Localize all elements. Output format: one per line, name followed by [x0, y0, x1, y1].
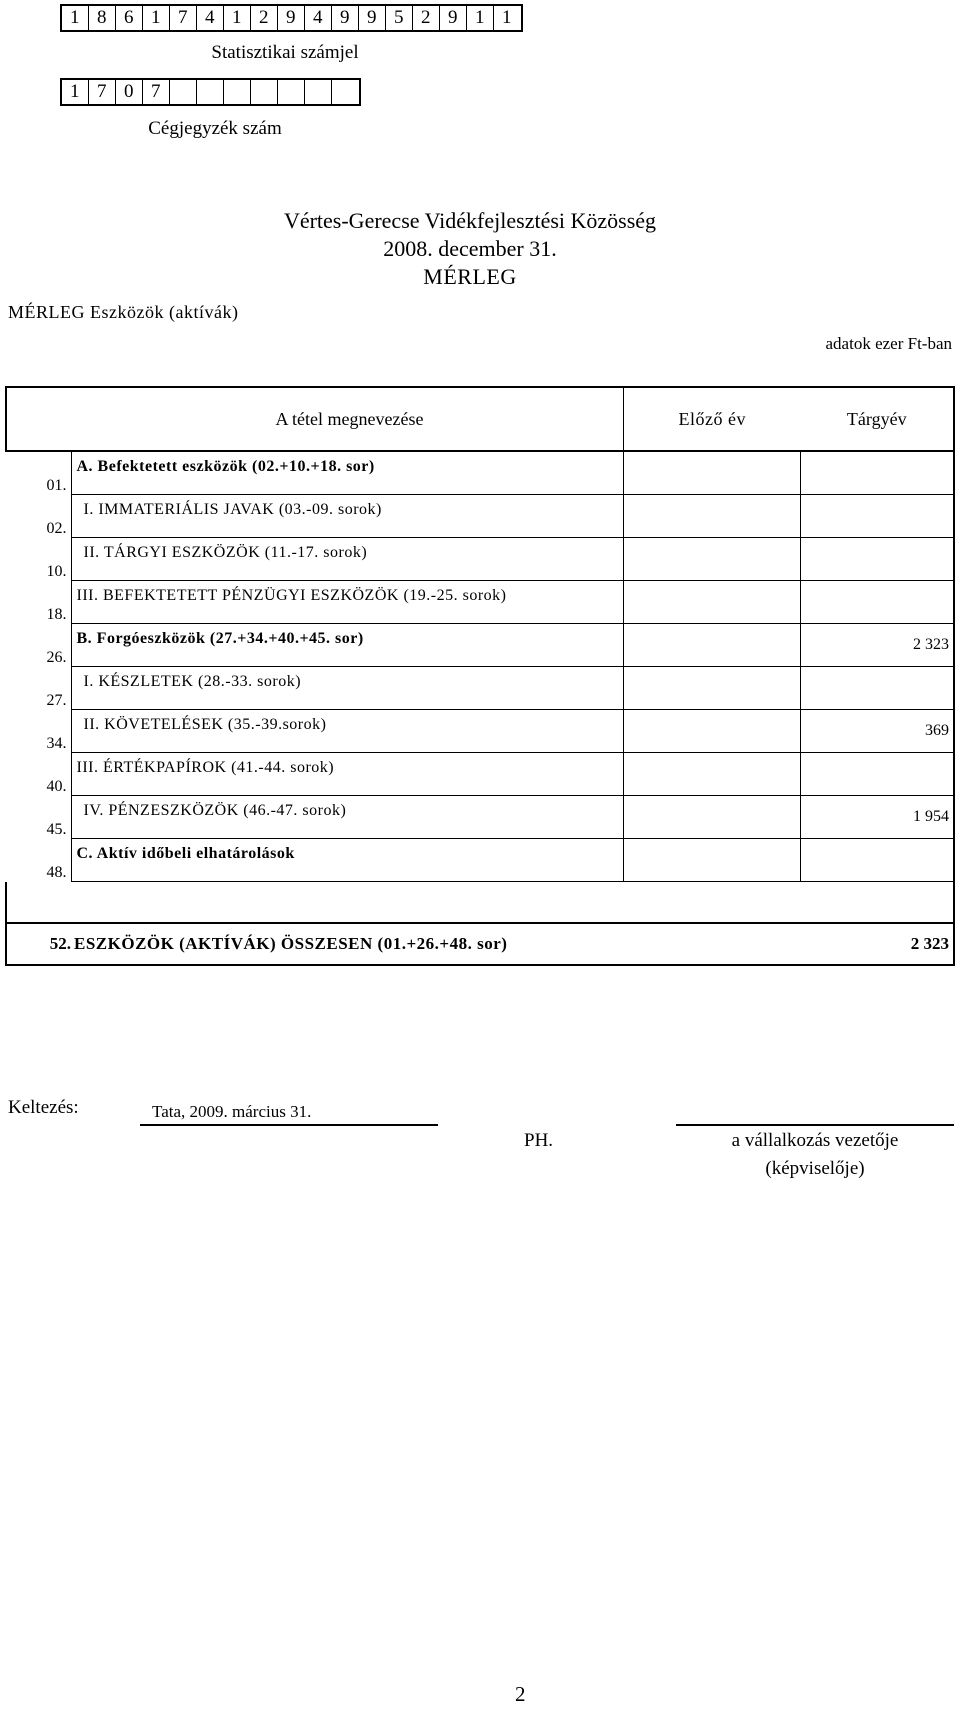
- statistical-number-digit: 1: [62, 6, 89, 30]
- row-current-year: [801, 581, 955, 624]
- table-row: [6, 495, 954, 538]
- statistical-number-digit: 1: [467, 6, 494, 30]
- header-current-year: Tárgyév: [801, 387, 955, 451]
- table-row: [6, 667, 954, 710]
- row-number: 01.: [46, 476, 67, 494]
- table-row: [6, 581, 954, 624]
- row-current-year: [801, 753, 955, 796]
- row-previous-year: [624, 581, 801, 624]
- row-current-year: [801, 538, 955, 581]
- row-label: I. IMMATERIÁLIS JAVAK (03.-09. sorok): [71, 495, 624, 538]
- row-previous-year: [624, 796, 801, 839]
- organization-name: Vértes-Gerecse Vidékfejlesztési Közösség: [283, 208, 657, 233]
- statistical-number-digit: 9: [332, 6, 359, 30]
- signatory-title: a vállalkozás vezetője: [731, 1130, 899, 1151]
- registration-number-digit: [170, 80, 197, 104]
- registration-number-boxes: [60, 78, 361, 106]
- unit-note: adatok ezer Ft-ban: [825, 334, 952, 353]
- row-number: 40.: [46, 777, 67, 795]
- balance-sheet-table: [5, 386, 955, 966]
- row-label: I. KÉSZLETEK (28.-33. sorok): [71, 667, 624, 710]
- row-current-year: 1 954: [801, 796, 955, 839]
- registration-number-digit: 1: [62, 80, 89, 104]
- registration-number-label: Cégjegyzék szám: [148, 118, 282, 139]
- row-previous-year: [624, 839, 801, 882]
- row-current-year: [801, 839, 955, 882]
- row-number: 26.: [46, 648, 67, 666]
- report-date: 2008. december 31.: [383, 236, 557, 261]
- header-item-name: A tétel megnevezése: [71, 387, 624, 451]
- row-label: A. Befektetett eszközök (02.+10.+18. sor): [71, 451, 624, 495]
- signature-line: [676, 1124, 954, 1126]
- document-title: MÉRLEG: [423, 264, 517, 289]
- statistical-number-digit: 6: [116, 6, 143, 30]
- registration-number-digit: [197, 80, 224, 104]
- row-number: 45.: [46, 820, 67, 838]
- statistical-number-digit: 5: [386, 6, 413, 30]
- header-previous-year: Előző év: [624, 387, 801, 451]
- statistical-number-digit: 9: [359, 6, 386, 30]
- date-signature-line: [140, 1124, 438, 1126]
- date-value: Tata, 2009. március 31.: [152, 1102, 312, 1121]
- statistical-number-digit: 1: [224, 6, 251, 30]
- statistical-number-digit: 1: [143, 6, 170, 30]
- table-row: [6, 839, 954, 882]
- table-row: [6, 753, 954, 796]
- registration-number-digit: [251, 80, 278, 104]
- signatory-subtitle: (képviselője): [765, 1158, 865, 1179]
- row-previous-year: [624, 538, 801, 581]
- registration-number-digit: 0: [116, 80, 143, 104]
- row-label: IV. PÉNZESZKÖZÖK (46.-47. sorok): [71, 796, 624, 839]
- row-number: 18.: [46, 605, 67, 623]
- table-row: [6, 796, 954, 839]
- statistical-number-digit: 1: [502, 7, 512, 28]
- registration-number-digit: [224, 80, 251, 104]
- total-row-current: 2 323: [801, 923, 955, 965]
- statistical-number-digit: 7: [170, 6, 197, 30]
- row-number: 02.: [46, 519, 67, 537]
- row-current-year: 2 323: [801, 624, 955, 667]
- row-label: II. TÁRGYI ESZKÖZÖK (11.-17. sorok): [71, 538, 624, 581]
- statistical-number-label: Statisztikai számjel: [211, 42, 359, 63]
- registration-number-digit: 7: [143, 80, 170, 104]
- row-current-year: [801, 495, 955, 538]
- table-row: [6, 710, 954, 753]
- stamp-label: PH.: [524, 1130, 554, 1151]
- row-previous-year: [624, 624, 801, 667]
- statistical-number-boxes: [60, 4, 523, 32]
- row-number: 27.: [46, 691, 67, 709]
- row-label: B. Forgóeszközök (27.+34.+40.+45. sor): [71, 624, 624, 667]
- total-row-label: ESZKÖZÖK (AKTÍVÁK) ÖSSZESEN (01.+26.+48. sor): [71, 923, 801, 965]
- statistical-number-digit: 2: [251, 6, 278, 30]
- row-current-year: [801, 451, 955, 495]
- statistical-number-digit: 2: [413, 6, 440, 30]
- statistical-number-digit: 4: [197, 6, 224, 30]
- row-label: II. KÖVETELÉSEK (35.-39.sorok): [71, 710, 624, 753]
- row-previous-year: [624, 495, 801, 538]
- row-current-year: 369: [801, 710, 955, 753]
- row-label: III. BEFEKTETETT PÉNZÜGYI ESZKÖZÖK (19.-25. sorok): [71, 581, 624, 624]
- blank-row: [6, 882, 954, 924]
- row-label: III. ÉRTÉKPAPÍROK (41.-44. sorok): [71, 753, 624, 796]
- table-row: [6, 451, 954, 495]
- table-row: [6, 538, 954, 581]
- table-header-row: [6, 387, 954, 451]
- total-row: [6, 923, 954, 965]
- page-number: 2: [515, 1682, 526, 1706]
- row-number: 48.: [46, 863, 67, 881]
- statistical-number-digit: 8: [89, 6, 116, 30]
- section-title: MÉRLEG Eszközök (aktívák): [8, 302, 239, 322]
- date-label: Keltezés:: [8, 1097, 79, 1118]
- registration-number-digit: [278, 80, 305, 104]
- registration-number-digit: 7: [89, 80, 116, 104]
- row-current-year: [801, 667, 955, 710]
- row-previous-year: [624, 753, 801, 796]
- statistical-number-digit: 9: [440, 6, 467, 30]
- registration-number-digit: [305, 80, 332, 104]
- table-row: [6, 624, 954, 667]
- row-number: 10.: [46, 562, 67, 580]
- registration-number-digit: [332, 80, 359, 104]
- row-previous-year: [624, 667, 801, 710]
- total-row-number: 52.: [6, 923, 71, 965]
- row-number: 34.: [46, 734, 67, 752]
- statistical-number-digit: 9: [278, 6, 305, 30]
- row-label: C. Aktív időbeli elhatárolások: [71, 839, 624, 882]
- statistical-number-digit: 4: [305, 6, 332, 30]
- row-previous-year: [624, 451, 801, 495]
- row-previous-year: [624, 710, 801, 753]
